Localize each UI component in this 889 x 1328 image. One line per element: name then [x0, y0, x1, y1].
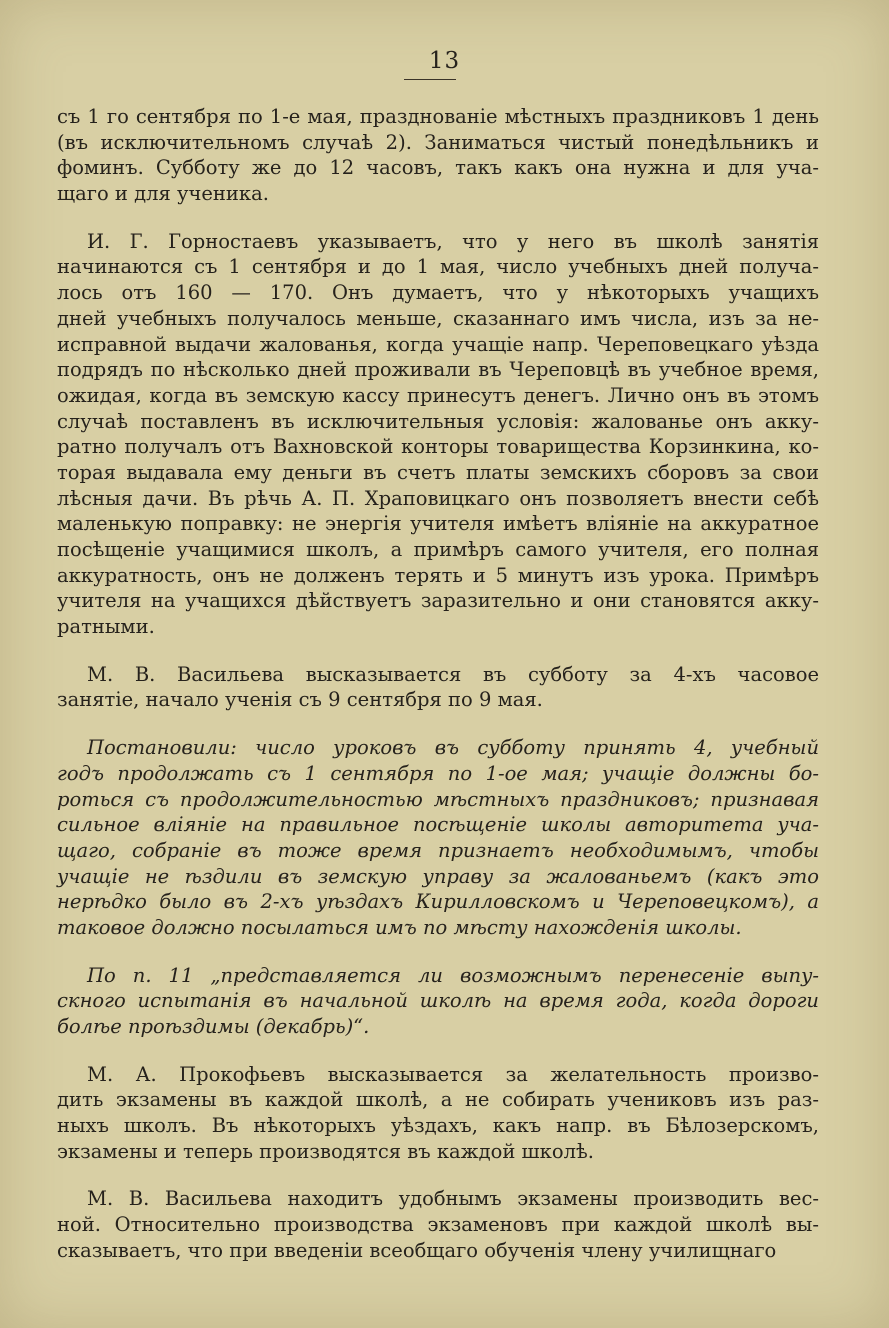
- text-line: экзамены и теперь производятся въ каждой школѣ.: [57, 1139, 594, 1163]
- text-line: щаго, собраніе въ тоже время признаетъ необходимымъ, чтобы: [57, 838, 819, 862]
- text-line: подрядъ по нѣсколько дней проживали въ Череповцѣ въ учебное время,: [57, 358, 819, 382]
- text-line: дней учебныхъ получалось меньше, сказаннаго имъ числа, изъ за не-: [57, 306, 819, 330]
- text-line: (въ исключительномъ случаѣ 2). Заниматься чистый понедѣльникъ и: [57, 130, 819, 154]
- paragraph: [57, 1062, 819, 1165]
- text-line: ной. Относительно производства экзаменовъ при каждой школѣ вы-: [57, 1213, 819, 1237]
- text-line: сказываетъ, что при введеніи всеобщаго обученія члену училищнаго: [57, 1238, 777, 1262]
- paragraph: [57, 104, 819, 207]
- document-body: [57, 104, 819, 1264]
- text-line: ныхъ школъ. Въ нѣкоторыхъ уѣздахъ, какъ напр. въ Бѣлозерскомъ,: [57, 1114, 819, 1138]
- paragraph-gap: [57, 941, 819, 963]
- text-line: щаго и для ученика.: [57, 182, 269, 206]
- text-line: маленькую поправку: не энергія учителя имѣетъ вліяніе на аккуратное: [57, 512, 819, 536]
- text-line: роться съ продолжительностью мѣстныхъ праздниковъ; признавая: [57, 787, 819, 811]
- text-line: дить экзамены въ каждой школѣ, а не собирать учениковъ изъ раз-: [57, 1088, 819, 1112]
- paragraph-gap: [57, 640, 819, 662]
- text-line: ратными.: [57, 615, 155, 639]
- text-line: М. В. Васильева находитъ удобнымъ экзамены производить вес-: [87, 1187, 819, 1211]
- text-line: учителя на учащихся дѣйствуетъ заразительно и они становятся акку-: [57, 589, 819, 613]
- text-line: болѣе проѣздимы (декабрь)“.: [57, 1015, 370, 1038]
- paragraph: [57, 229, 819, 640]
- paragraph-gap: [57, 1040, 819, 1062]
- text-line: лѣсныя дачи. Въ рѣчь А. П. Храповицкаго онъ позволяетъ внести себѣ: [57, 486, 819, 510]
- paragraph: [57, 1186, 819, 1263]
- text-line: посѣщеніе учащимися школъ, а примѣръ самого учителя, его полная: [57, 538, 819, 561]
- text-line: учащіе не ѣздили въ земскую управу за жалованьемъ (какъ это: [57, 864, 819, 888]
- text-line: нерѣдко было въ 2-хъ уѣздахъ Кирилловскомъ и Череповецкомъ), а: [57, 890, 819, 914]
- text-line: М. А. Прокофьевъ высказывается за желательность произво-: [87, 1062, 819, 1086]
- paragraph-gap: [57, 207, 819, 229]
- text-line: съ 1 го сентября по 1-е мая, празднованіе мѣстныхъ праздниковъ 1 день: [57, 105, 819, 128]
- text-line: сильное вліяніе на правильное посѣщеніе школы авторитета уча-: [57, 813, 819, 837]
- text-line: М. В. Васильева высказывается въ субботу за 4-хъ часовое: [87, 662, 819, 686]
- text-line: ратно получалъ отъ Вахновской конторы товарищества Корзинкина, ко-: [57, 435, 819, 459]
- paragraph-gap: [57, 1164, 819, 1186]
- paragraph: [57, 735, 819, 941]
- text-line: занятіе, начало ученія съ 9 сентября по 9 мая.: [57, 688, 543, 712]
- text-line: случаѣ поставленъ въ исключительныя условія: жалованье онъ акку-: [57, 409, 819, 433]
- text-line: лось отъ 160 — 170. Онъ думаетъ, что у нѣкоторыхъ учащихъ: [57, 281, 819, 305]
- text-line: таковое должно посылаться имъ по мѣсту нахожденія школы.: [57, 915, 742, 939]
- text-line: ожидая, когда въ земскую кассу принесутъ денегъ. Лично онъ въ этомъ: [57, 383, 819, 407]
- page-number: 13: [428, 48, 461, 74]
- text-line: скного испытанія въ начальной школѣ на время года, когда дороги: [57, 989, 819, 1013]
- paragraph: [57, 662, 819, 713]
- page-number-rule: [404, 79, 456, 80]
- paragraph-gap: [57, 713, 819, 735]
- text-line: фоминъ. Субботу же до 12 часовъ, такъ какъ она нужна и для уча-: [57, 156, 819, 180]
- text-line: исправной выдачи жалованья, когда учащіе напр. Череповецкаго уѣзда: [57, 332, 819, 356]
- text-line: По п. 11 „представляется ли возможнымъ перенесеніе выпу-: [87, 963, 819, 987]
- text-line: Постановили: число уроковъ въ субботу принять 4, учебный: [87, 736, 819, 760]
- paragraph: [57, 963, 819, 1040]
- text-line: годъ продолжать съ 1 сентября по 1-ое мая; учащіе должны бо-: [57, 761, 819, 785]
- text-line: торая выдавала ему деньги въ счетъ платы земскихъ сборовъ за свои: [57, 460, 819, 484]
- text-line: начинаются съ 1 сентября и до 1 мая, число учебныхъ дней получа-: [57, 255, 819, 279]
- text-line: И. Г. Горностаевъ указываетъ, что у него въ школѣ занятія: [87, 229, 819, 253]
- text-line: аккуратность, онъ не долженъ терять и 5 минутъ изъ урока. Примѣръ: [57, 563, 819, 587]
